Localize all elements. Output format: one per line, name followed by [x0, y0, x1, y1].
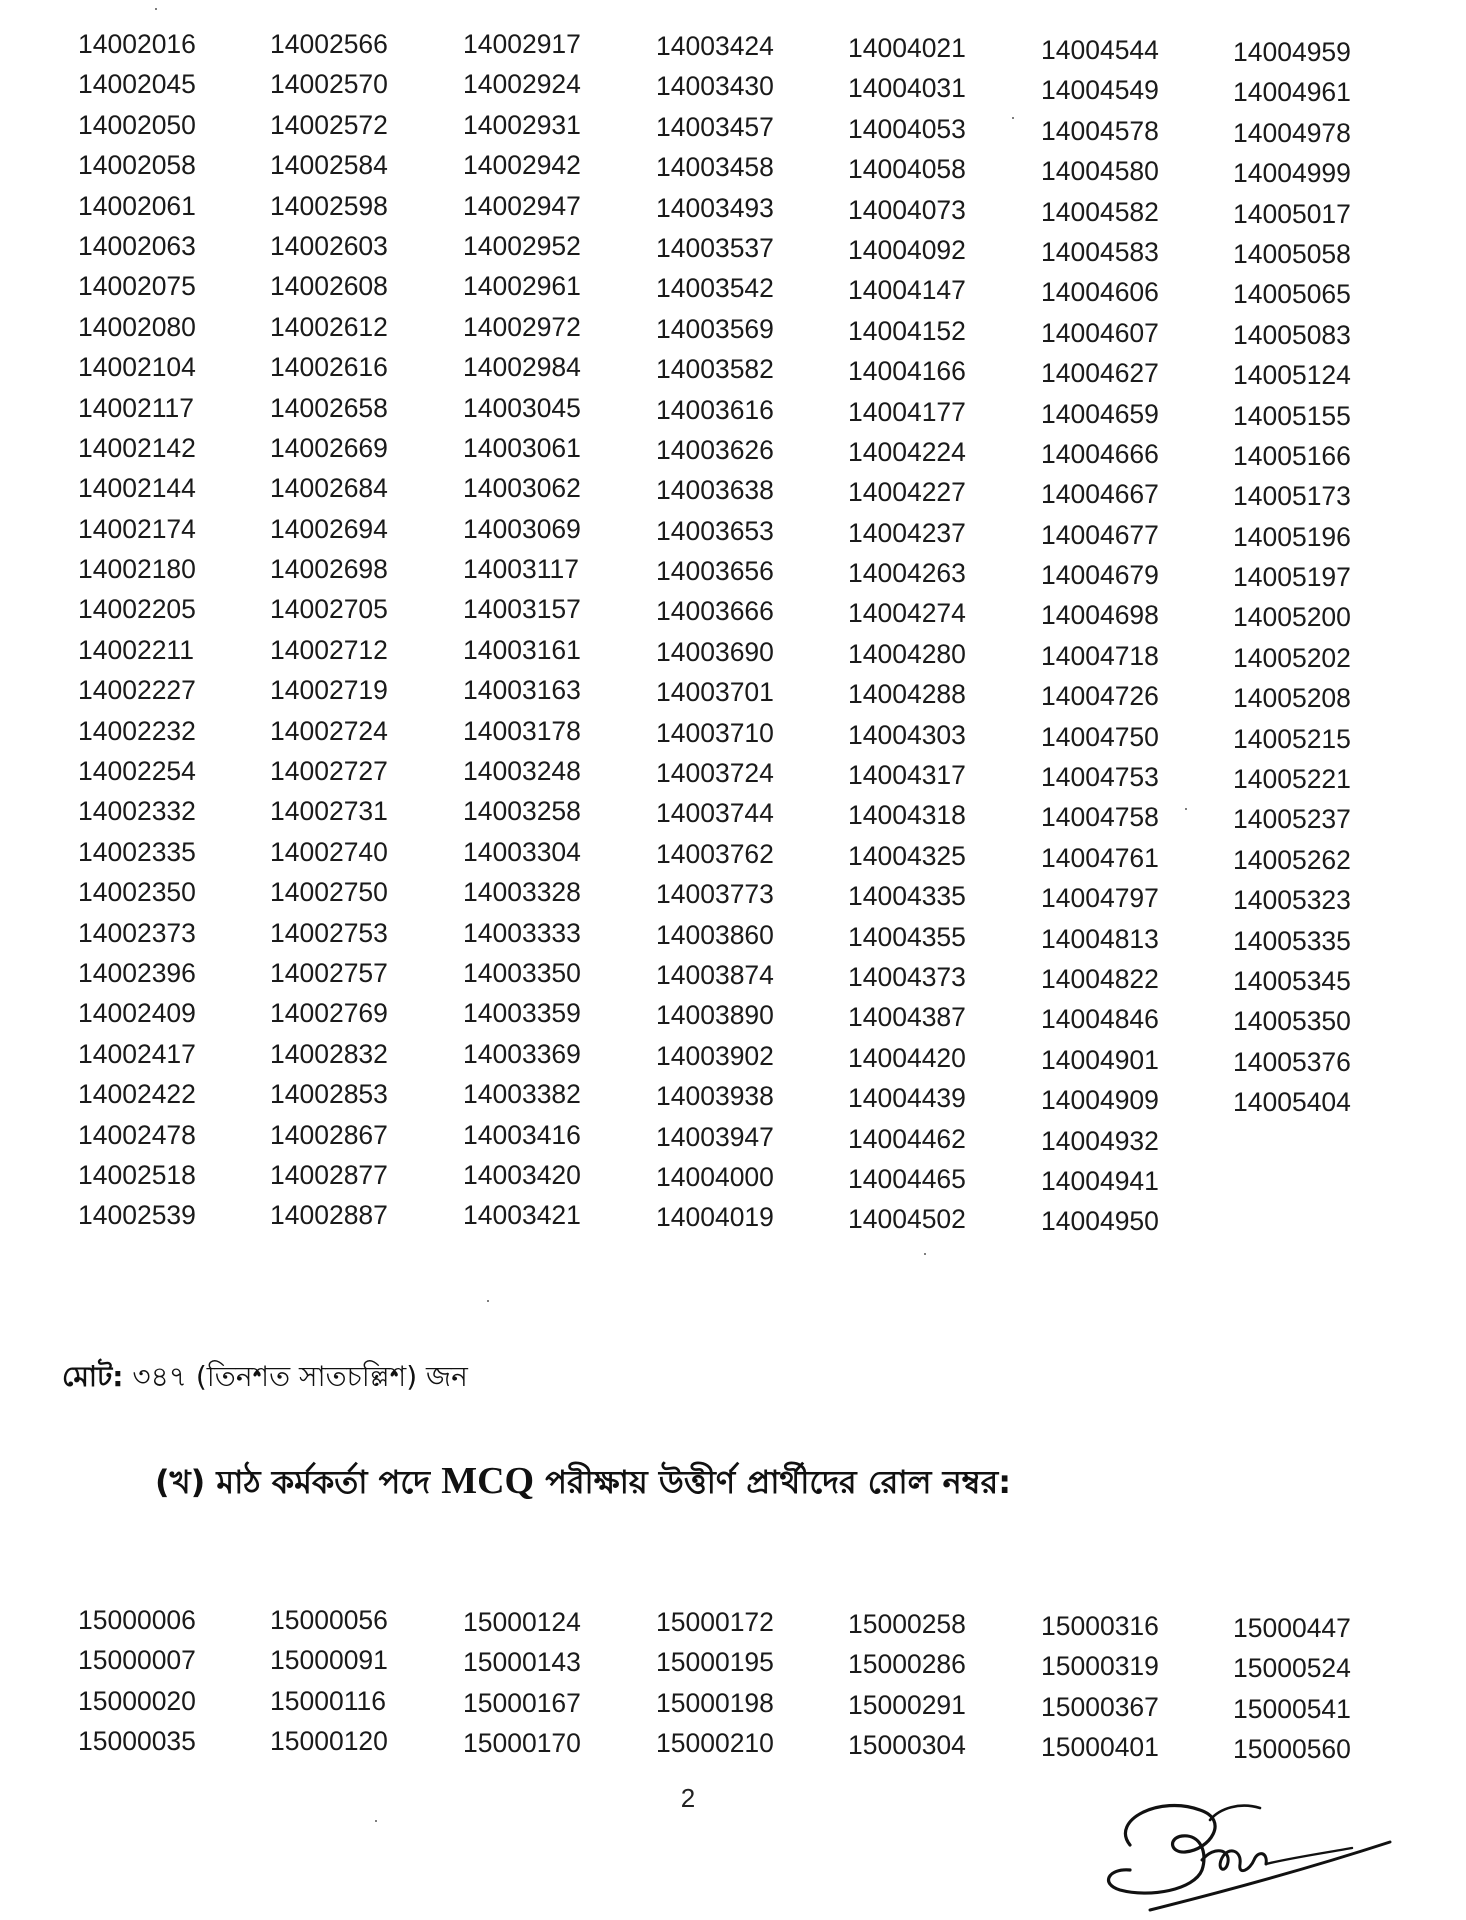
- roll-number: 14002719: [270, 675, 388, 706]
- roll-number: 14002740: [270, 836, 388, 867]
- roll-number: 14004582: [1041, 196, 1159, 227]
- roll-number: 14003350: [463, 957, 581, 988]
- roll-number: 14002335: [78, 836, 196, 867]
- roll-number: 14002144: [78, 473, 196, 504]
- roll-number: 14005262: [1233, 844, 1351, 875]
- roll-number: 15000167: [463, 1687, 581, 1718]
- roll-number: 14004750: [1041, 721, 1159, 752]
- roll-number: 14005065: [1233, 279, 1351, 310]
- roll-number: 14002227: [78, 675, 196, 706]
- roll-number: 15000020: [78, 1685, 196, 1716]
- roll-number: 14002332: [78, 796, 196, 827]
- roll-number: 14003248: [463, 756, 581, 787]
- roll-number: 14005202: [1233, 642, 1351, 673]
- roll-number: 14004000: [656, 1161, 774, 1192]
- roll-number: 14002598: [270, 190, 388, 221]
- roll-number: 14003616: [656, 394, 774, 425]
- roll-number: 14002174: [78, 513, 196, 544]
- roll-number: 14005350: [1233, 1006, 1351, 1037]
- roll-number: 14002942: [463, 150, 581, 181]
- roll-number: 14004224: [848, 436, 966, 467]
- roll-number: 15000172: [656, 1607, 774, 1637]
- roll-number: 15000143: [463, 1647, 581, 1678]
- roll-number: 14005237: [1233, 804, 1351, 835]
- roll-number: 14003947: [656, 1121, 774, 1152]
- heading-mcq: MCQ: [441, 1460, 535, 1502]
- roll-number: 14002750: [270, 877, 388, 908]
- roll-number: 14003710: [656, 717, 774, 748]
- roll-number: 14002205: [78, 594, 196, 625]
- roll-number: 14002867: [270, 1119, 388, 1150]
- roll-number: 14003938: [656, 1081, 774, 1112]
- roll-number: 14002684: [270, 473, 388, 504]
- roll-number: 14003333: [463, 917, 581, 948]
- roll-number: 14002947: [463, 190, 581, 221]
- roll-number: 14002698: [270, 554, 388, 585]
- roll-number: 14004073: [848, 194, 966, 225]
- roll-number: 15000367: [1041, 1691, 1159, 1722]
- roll-column: [656, 1602, 836, 1764]
- heading-suffix: পরীক্ষায় উত্তীর্ণ প্রার্থীদের রোল নম্বর:: [545, 1463, 1012, 1501]
- roll-number: 14002753: [270, 917, 388, 948]
- roll-number: 14004053: [848, 113, 966, 144]
- roll-number: 14005166: [1233, 440, 1351, 471]
- roll-number: 14003666: [656, 596, 774, 627]
- roll-number: 14004439: [848, 1083, 966, 1114]
- roll-number: 14003328: [463, 877, 581, 908]
- roll-number: 14004462: [848, 1123, 966, 1154]
- roll-number: 14004303: [848, 719, 966, 750]
- roll-number: 14003890: [656, 1000, 774, 1031]
- roll-number: 14003421: [463, 1200, 581, 1231]
- roll-number: 14003458: [656, 152, 774, 183]
- roll-number: 14004667: [1041, 479, 1159, 510]
- roll-number: 14003430: [656, 71, 774, 102]
- roll-number: 14004549: [1041, 75, 1159, 106]
- roll-number: 14004677: [1041, 519, 1159, 550]
- roll-number: 14002080: [78, 311, 196, 342]
- roll-number: 14002931: [463, 109, 581, 140]
- roll-number: 15000286: [848, 1649, 966, 1680]
- roll-number: 14004325: [848, 840, 966, 871]
- roll-number: 14002050: [78, 109, 196, 140]
- roll-number: 14002058: [78, 150, 196, 181]
- roll-number: 14004941: [1041, 1165, 1159, 1196]
- roll-number: 14003762: [656, 838, 774, 869]
- roll-number: 14003258: [463, 796, 581, 827]
- roll-number: 14002769: [270, 998, 388, 1029]
- roll-number: 14002117: [78, 392, 194, 423]
- roll-number: 15000304: [848, 1730, 966, 1761]
- roll-number: 14004813: [1041, 923, 1159, 954]
- roll-number: 15000210: [656, 1728, 774, 1759]
- roll-number: 14003420: [463, 1159, 581, 1190]
- roll-number: 14002984: [463, 352, 581, 383]
- roll-number: 14004147: [848, 275, 966, 306]
- roll-number: 14003874: [656, 959, 774, 990]
- roll-number: 14004227: [848, 477, 966, 508]
- roll-number: 14002232: [78, 715, 196, 746]
- roll-number: 14003724: [656, 758, 774, 789]
- roll-number: 14002539: [78, 1200, 196, 1231]
- roll-number: 14003069: [463, 513, 581, 544]
- roll-number: 14004959: [1233, 37, 1351, 67]
- roll-number: 14004822: [1041, 963, 1159, 994]
- roll-column: [656, 26, 836, 1238]
- roll-number: 14004659: [1041, 398, 1159, 429]
- roll-number: 14003359: [463, 998, 581, 1029]
- roll-number: 14004021: [848, 33, 966, 63]
- roll-number: 14004761: [1041, 842, 1159, 873]
- roll-number: 14004666: [1041, 438, 1159, 469]
- roll-number: 14004901: [1041, 1044, 1159, 1075]
- roll-number: 14005197: [1233, 562, 1351, 593]
- roll-number: 14002409: [78, 998, 196, 1029]
- roll-number: 14004978: [1233, 117, 1351, 148]
- roll-number: 15000120: [270, 1726, 388, 1757]
- roll-number: 14004177: [848, 396, 966, 427]
- roll-number: 15000170: [463, 1728, 581, 1759]
- roll-number: 14002104: [78, 352, 196, 383]
- roll-number: 14004580: [1041, 156, 1159, 187]
- roll-column: [78, 24, 258, 1236]
- roll-number: 14004465: [848, 1163, 966, 1194]
- roll-number: 15000056: [270, 1605, 388, 1635]
- roll-number: 14005017: [1233, 198, 1351, 229]
- heading-prefix: (খ) মাঠ কর্মকর্তা পদে: [155, 1463, 431, 1501]
- roll-number: 14004092: [848, 234, 966, 265]
- total-text: ৩৪৭ (তিনশত সাতচল্লিশ) জন: [132, 1360, 468, 1393]
- roll-number: 14004932: [1041, 1125, 1159, 1156]
- signature-icon: [1090, 1790, 1450, 1920]
- roll-number: 15000035: [78, 1726, 196, 1757]
- roll-number: 14003061: [463, 432, 581, 463]
- roll-number: 14002396: [78, 957, 196, 988]
- roll-number: 15000124: [463, 1607, 581, 1637]
- roll-number: 14002917: [463, 29, 581, 59]
- roll-number: 14005404: [1233, 1087, 1351, 1118]
- roll-number: 14003569: [656, 313, 774, 344]
- roll-number: 14002142: [78, 432, 196, 463]
- roll-number: 14004909: [1041, 1085, 1159, 1116]
- scan-speck: [924, 1253, 926, 1255]
- roll-number: 14005173: [1233, 481, 1351, 512]
- roll-number: 14002972: [463, 311, 581, 342]
- roll-number: 14004578: [1041, 115, 1159, 146]
- roll-number: 15000091: [270, 1645, 388, 1676]
- roll-number: 14003902: [656, 1040, 774, 1071]
- roll-number: 14004280: [848, 638, 966, 669]
- roll-number: 14003744: [656, 798, 774, 829]
- roll-column: [1233, 1608, 1413, 1770]
- roll-number: 14004758: [1041, 802, 1159, 833]
- roll-number: 14004288: [848, 679, 966, 710]
- roll-number: 14002570: [270, 69, 388, 100]
- roll-number: 14003416: [463, 1119, 581, 1150]
- roll-column: [78, 1600, 258, 1762]
- roll-number: 14002712: [270, 634, 388, 665]
- roll-number: 14002016: [78, 29, 196, 59]
- roll-number: 14002832: [270, 1038, 388, 1069]
- roll-column: [848, 1604, 1028, 1766]
- roll-number: 14004544: [1041, 35, 1159, 65]
- roll-number: 14002518: [78, 1159, 196, 1190]
- roll-number: 14002616: [270, 352, 388, 383]
- roll-number: 14004058: [848, 154, 966, 185]
- roll-number: 15000195: [656, 1647, 774, 1678]
- scan-speck: [487, 1300, 489, 1302]
- roll-number: 14002727: [270, 756, 388, 787]
- scan-speck: [1012, 117, 1014, 119]
- roll-number: 14003424: [656, 31, 774, 61]
- roll-number: 14002961: [463, 271, 581, 302]
- roll-number: 14003653: [656, 515, 774, 546]
- roll-number: 14002924: [463, 69, 581, 100]
- roll-number: 14002373: [78, 917, 196, 948]
- roll-number: 14002724: [270, 715, 388, 746]
- roll-number: 14004606: [1041, 277, 1159, 308]
- roll-number: 15000291: [848, 1689, 966, 1720]
- roll-number: 14004950: [1041, 1206, 1159, 1237]
- roll-number: 14005200: [1233, 602, 1351, 633]
- roll-number: 14004152: [848, 315, 966, 346]
- section-heading: [155, 1457, 1011, 1511]
- roll-number: 14004718: [1041, 640, 1159, 671]
- roll-number: 14002417: [78, 1038, 196, 1069]
- roll-number: 14002705: [270, 594, 388, 625]
- roll-number: 14003542: [656, 273, 774, 304]
- roll-number: 14004387: [848, 1002, 966, 1033]
- roll-number: 14002757: [270, 957, 388, 988]
- roll-number: 15000447: [1233, 1613, 1351, 1643]
- roll-number: 15000541: [1233, 1693, 1351, 1724]
- roll-number: 14005196: [1233, 521, 1351, 552]
- roll-number: 15000198: [656, 1687, 774, 1718]
- total-count: [62, 1355, 468, 1402]
- roll-number: 14004373: [848, 961, 966, 992]
- roll-number: 14002877: [270, 1159, 388, 1190]
- roll-number: 14002694: [270, 513, 388, 544]
- roll-column: [1233, 32, 1413, 1123]
- roll-number: 14004420: [848, 1042, 966, 1073]
- roll-number: 14003163: [463, 675, 581, 706]
- roll-number: 14002422: [78, 1079, 196, 1110]
- roll-number: 14003773: [656, 879, 774, 910]
- roll-number: 14003457: [656, 111, 774, 142]
- roll-number: 15000560: [1233, 1734, 1351, 1765]
- roll-number: 14004317: [848, 760, 966, 791]
- roll-number: 14003537: [656, 232, 774, 263]
- roll-column: [270, 24, 450, 1236]
- roll-number: 14003369: [463, 1038, 581, 1069]
- roll-number: 14004679: [1041, 560, 1159, 591]
- roll-number: 14002603: [270, 230, 388, 261]
- roll-number: 15000316: [1041, 1611, 1159, 1641]
- roll-number: 14002572: [270, 109, 388, 140]
- roll-number: 15000116: [270, 1685, 386, 1716]
- roll-number: 14002350: [78, 877, 196, 908]
- roll-number: 14003690: [656, 636, 774, 667]
- roll-number: 14002254: [78, 756, 196, 787]
- roll-number: 14004583: [1041, 236, 1159, 267]
- roll-number: 14003701: [656, 677, 774, 708]
- roll-number: 15000524: [1233, 1653, 1351, 1684]
- roll-number: 14002061: [78, 190, 196, 221]
- roll-number: 15000401: [1041, 1732, 1159, 1763]
- roll-number: 15000258: [848, 1609, 966, 1639]
- roll-number: 14005083: [1233, 319, 1351, 350]
- roll-number: 14004607: [1041, 317, 1159, 348]
- roll-number: 14002887: [270, 1200, 388, 1231]
- roll-number: 14002952: [463, 230, 581, 261]
- roll-number: 14002075: [78, 271, 196, 302]
- roll-number: 14005124: [1233, 360, 1351, 391]
- roll-number: 14002211: [78, 634, 194, 665]
- roll-number: 14005345: [1233, 965, 1351, 996]
- roll-number: 14005215: [1233, 723, 1351, 754]
- roll-number: 14005221: [1233, 764, 1351, 795]
- roll-column: [848, 28, 1028, 1240]
- roll-number: 14004237: [848, 517, 966, 548]
- roll-column: [463, 1602, 643, 1764]
- roll-number: 14003178: [463, 715, 581, 746]
- page-number: 2: [680, 1783, 696, 1813]
- roll-column: [1041, 30, 1221, 1242]
- roll-number: 14002045: [78, 69, 196, 100]
- roll-number: 14004031: [848, 73, 966, 104]
- roll-number: 14002853: [270, 1079, 388, 1110]
- roll-number: 14005208: [1233, 683, 1351, 714]
- roll-number: 14003045: [463, 392, 581, 423]
- roll-column: [270, 1600, 450, 1762]
- roll-number: 14004846: [1041, 1004, 1159, 1035]
- roll-number: 14004698: [1041, 600, 1159, 631]
- roll-number: 14005335: [1233, 925, 1351, 956]
- roll-number: 14005323: [1233, 885, 1351, 916]
- roll-number: 14005376: [1233, 1046, 1351, 1077]
- roll-number: 14002566: [270, 29, 388, 59]
- roll-number: 14003626: [656, 434, 774, 465]
- roll-number: 14004355: [848, 921, 966, 952]
- total-label: মোট:: [62, 1360, 124, 1393]
- roll-number: 14004019: [656, 1202, 774, 1233]
- roll-number: 14003062: [463, 473, 581, 504]
- roll-number: 14002584: [270, 150, 388, 181]
- roll-number: 14004166: [848, 356, 966, 387]
- scan-speck: [375, 1820, 377, 1822]
- roll-number: 14004753: [1041, 762, 1159, 793]
- roll-number: 14003157: [463, 594, 581, 625]
- roll-column: [463, 24, 643, 1236]
- roll-number: 14004318: [848, 800, 966, 831]
- roll-number: 14003117: [463, 554, 579, 585]
- roll-number: 14003860: [656, 919, 774, 950]
- roll-number: 14004274: [848, 598, 966, 629]
- roll-number: 14004335: [848, 881, 966, 912]
- roll-number: 14004797: [1041, 883, 1159, 914]
- roll-number: 15000007: [78, 1645, 196, 1676]
- roll-number: 15000319: [1041, 1651, 1159, 1682]
- roll-number: 14002658: [270, 392, 388, 423]
- roll-number: 14004999: [1233, 158, 1351, 189]
- roll-number: 14003493: [656, 192, 774, 223]
- roll-number: 14002478: [78, 1119, 196, 1150]
- roll-number: 14003656: [656, 556, 774, 587]
- roll-number: 14005155: [1233, 400, 1351, 431]
- roll-number: 14002180: [78, 554, 196, 585]
- scan-speck: [155, 8, 157, 10]
- roll-number: 14002063: [78, 230, 196, 261]
- roll-number: 14002731: [270, 796, 388, 827]
- roll-column: [1041, 1606, 1221, 1768]
- roll-number: 14004627: [1041, 358, 1159, 389]
- roll-number: 14005058: [1233, 238, 1351, 269]
- roll-number: 14004726: [1041, 681, 1159, 712]
- roll-number: 14004502: [848, 1204, 966, 1235]
- scan-speck: [1185, 808, 1187, 810]
- roll-number: 14002669: [270, 432, 388, 463]
- roll-number: 14003638: [656, 475, 774, 506]
- roll-number: 14003582: [656, 354, 774, 385]
- roll-number: 14004961: [1233, 77, 1351, 108]
- roll-number: 14003304: [463, 836, 581, 867]
- roll-number: 14003161: [463, 634, 581, 665]
- roll-number: 14004263: [848, 558, 966, 589]
- roll-number: 14002612: [270, 311, 388, 342]
- roll-number: 14003382: [463, 1079, 581, 1110]
- roll-number: 15000006: [78, 1605, 196, 1635]
- roll-number: 14002608: [270, 271, 388, 302]
